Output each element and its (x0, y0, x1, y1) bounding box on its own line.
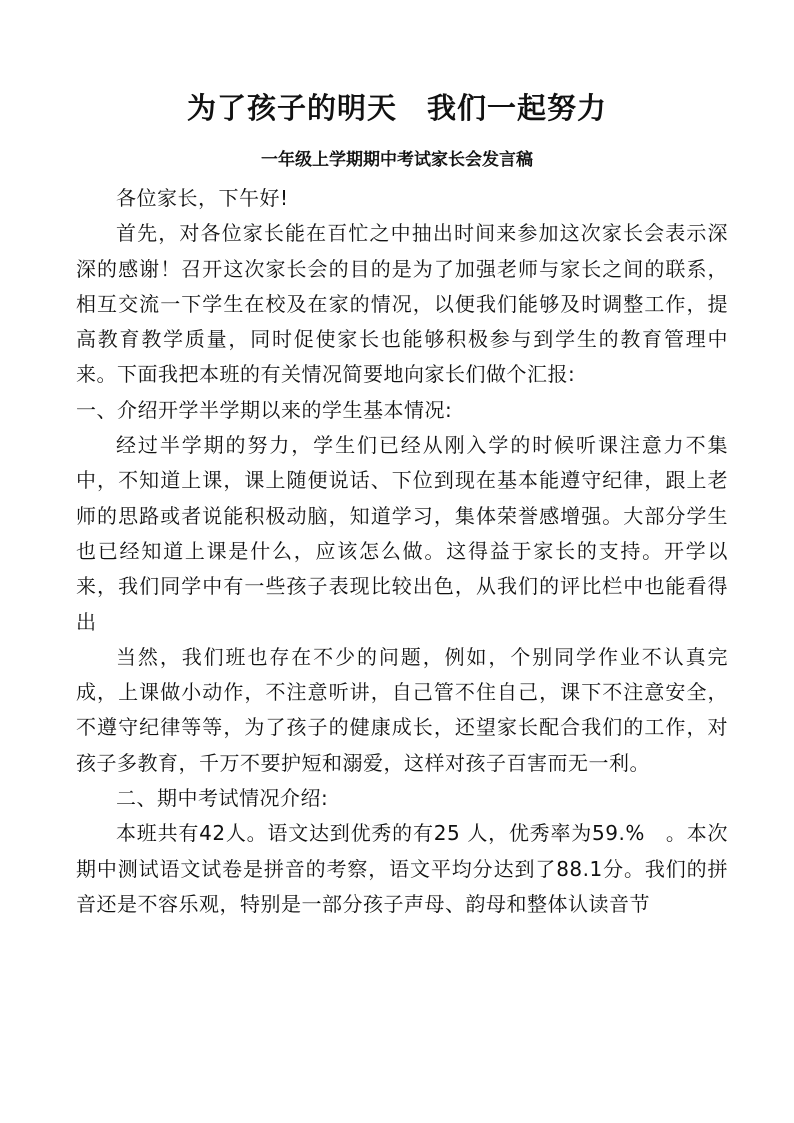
paragraph-exam-results: 本班共有42人。语文达到优秀的有25 人，优秀率为59.% 。本次期中测试语文试卷是拼音的考察，语文平均分达到了88.1分。我们的拼音还是不容乐观，特别是一部分孩子声母、韵母和整体认读音节 (76, 821, 728, 916)
paragraph-problems: 当然，我们班也存在不少的问题，例如，个别同学作业不认真完成，上课做小动作，不注意听讲，自己管不住自己，课下不注意安全，不遵守纪律等等，为了孩子的健康成长，还望家长配合我们的工作，对孩子多教育，千万不要护短和溺爱，这样对孩子百害而无一利。 (76, 644, 728, 775)
paragraph-intro: 首先，对各位家长能在百忙之中抽出时间来参加这次家长会表示深深的感谢！召开这次家长会的目的是为了加强老师与家长之间的联系，相互交流一下学生在校及在家的情况，以便我们能够及时调整工作，提高教育教学质量，同时促使家长也能够积极参与到学生的教育管理中来。下面我把本班的有关情况简要地向家长们做个汇报: (76, 221, 728, 387)
section-heading-1: 一、介绍开学半学期以来的学生基本情况: (76, 397, 453, 422)
document-subtitle: 一年级上学期期中考试家长会发言稿 (261, 150, 533, 170)
paragraph-student-progress: 经过半学期的努力，学生们已经从刚入学的时候听课注意力不集中，不知道上课，课上随便说话、下位到现在基本能遵守纪律，跟上老师的思路或者说能积极动脑，知道学习，集体荣誉感增强。大部分学生也已经知道上课是什么，应该怎么做。这得益于家长的支持。开学以来，我们同学中有一些孩子表现比较出色，从我们的评比栏中也能看得出 (76, 433, 728, 634)
document-body (76, 181, 728, 922)
section-heading-2: 二、期中考试情况介绍: (116, 786, 329, 811)
document-title: 为了孩子的明天 我们一起努力 (186, 91, 607, 125)
paragraph-greeting: 各位家长，下午好! (116, 186, 289, 210)
